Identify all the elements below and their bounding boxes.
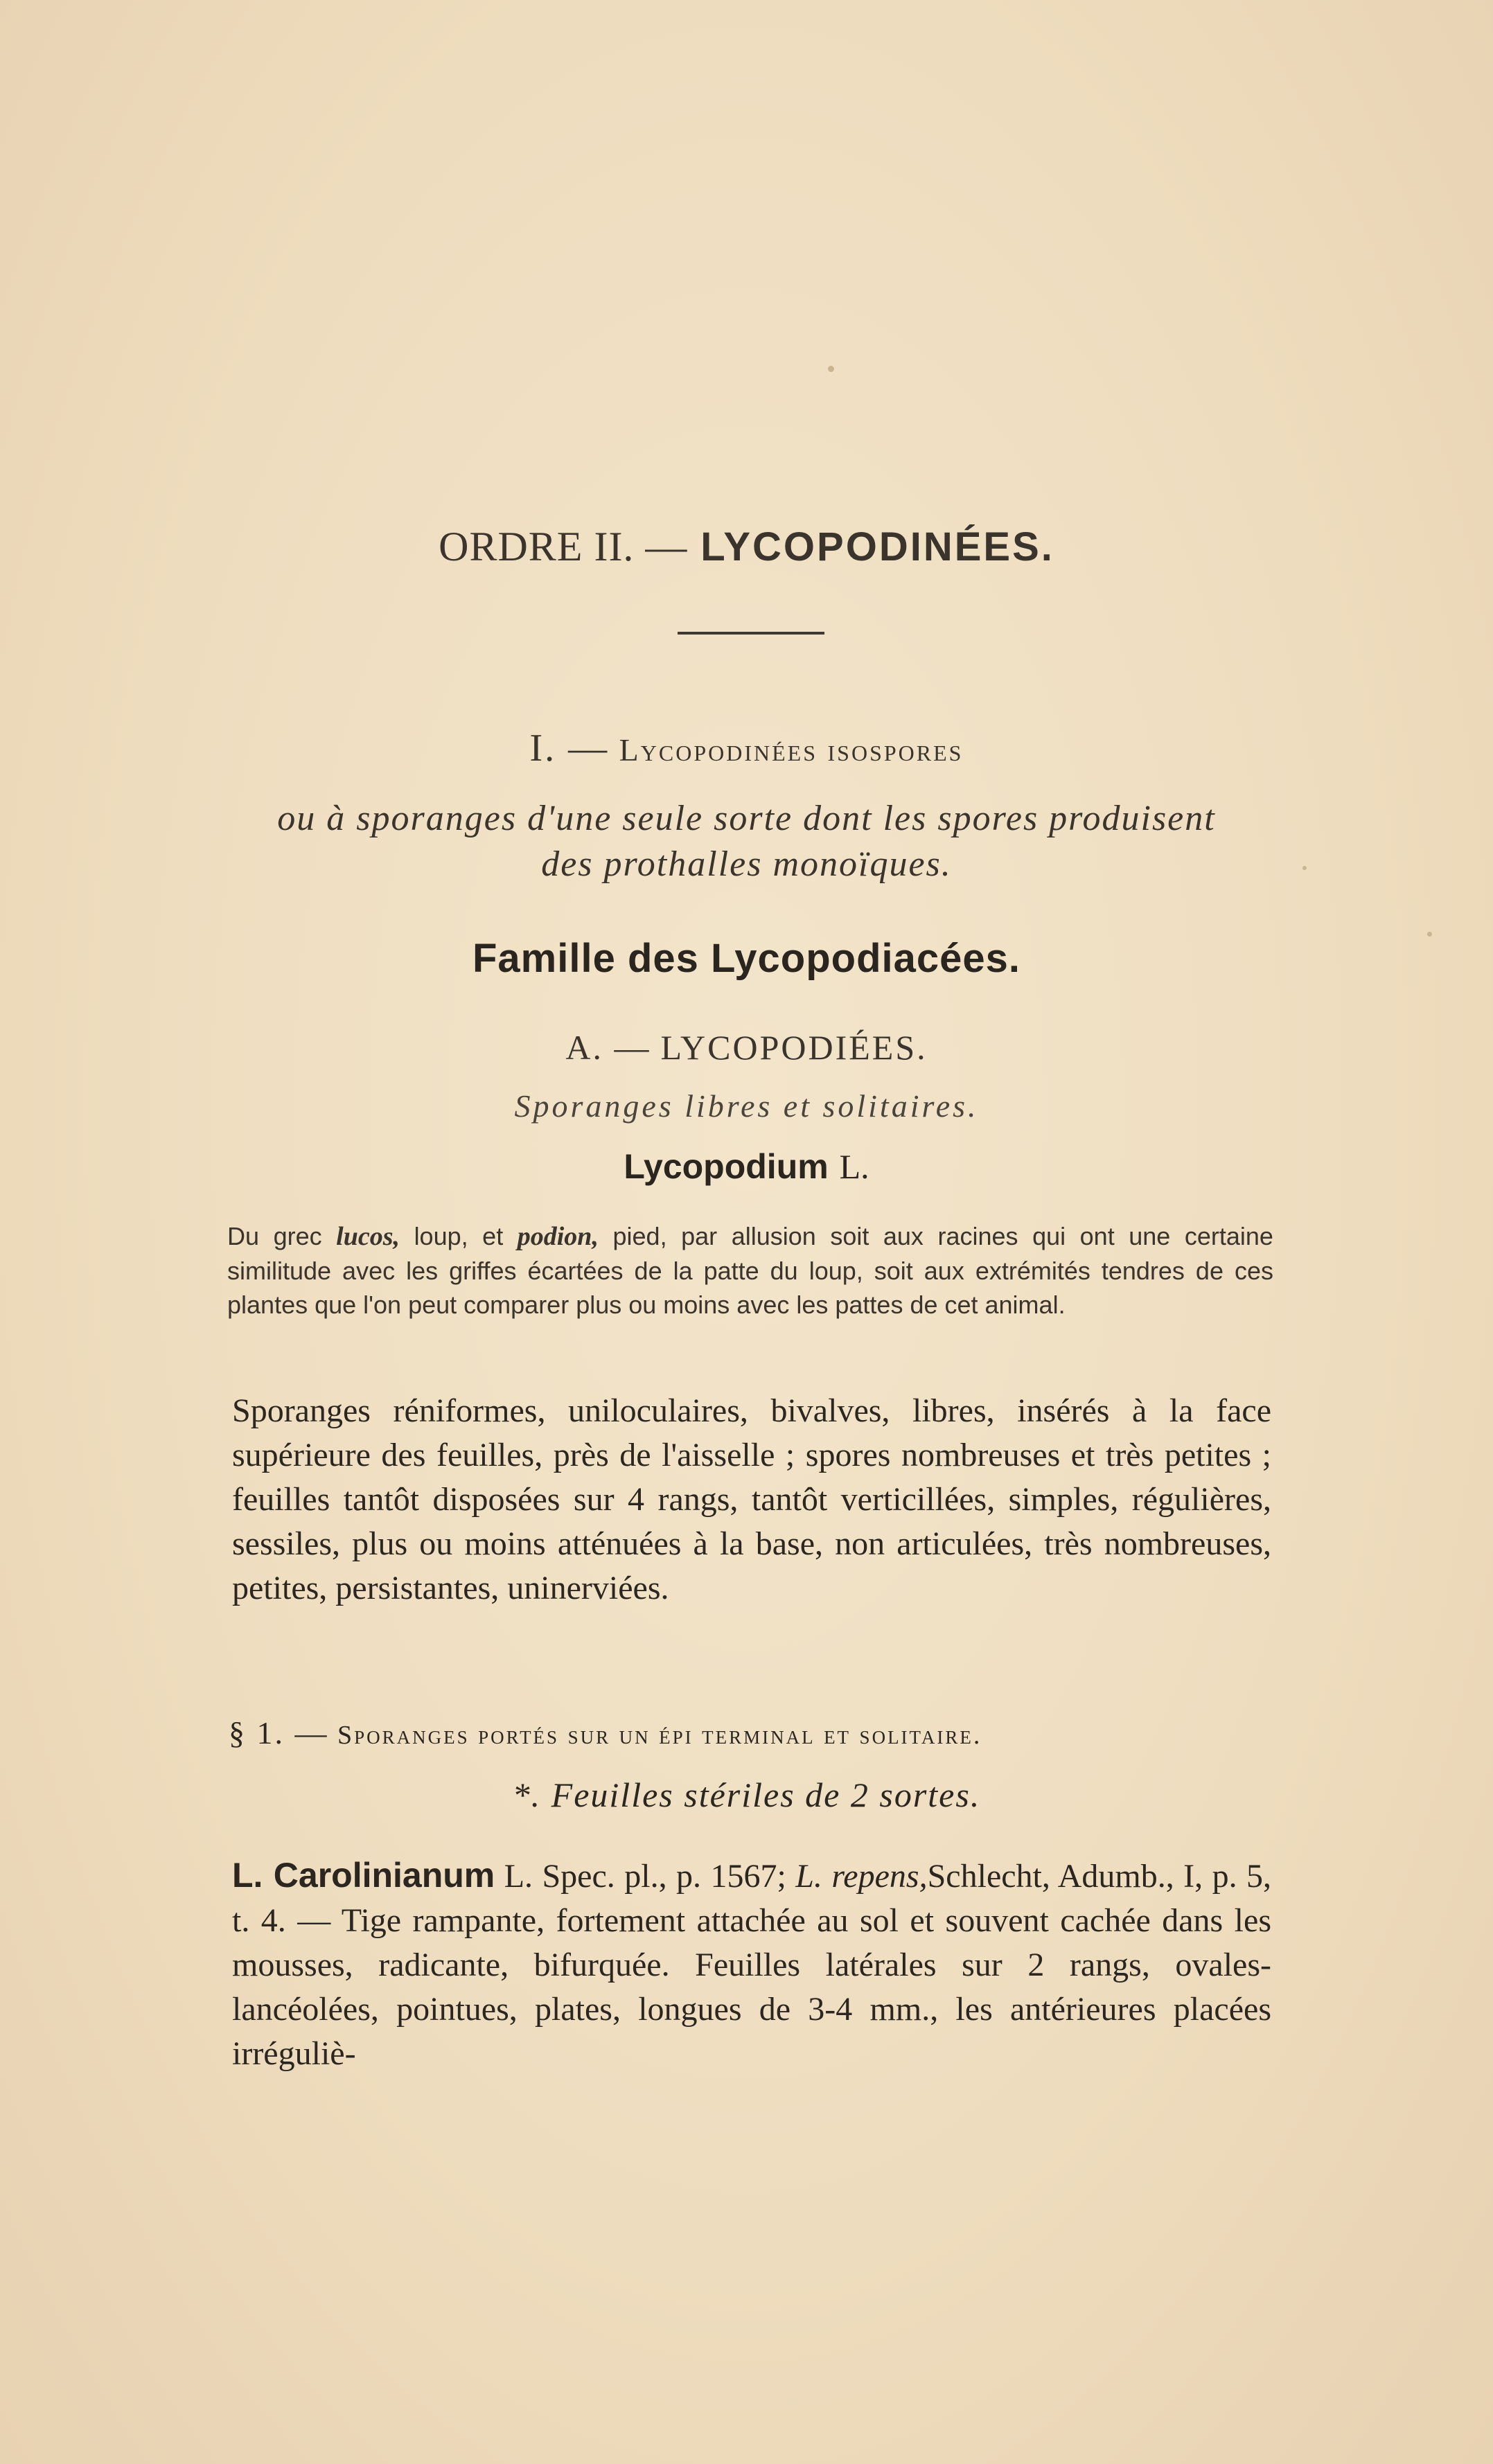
tribe-note: Sporanges libres et solitaires.	[514, 1088, 979, 1124]
section-subtitle-line-2: des prothalles monoïques.	[541, 844, 952, 884]
order-title: LYCOPODINÉES.	[700, 524, 1054, 569]
paragraph-title: Sporanges portés sur un épi terminal et solitaire.	[337, 1721, 982, 1750]
species-name: L. Carolinianum	[232, 1856, 495, 1895]
paper-speck	[828, 366, 834, 372]
section-number: I. —	[529, 727, 610, 770]
species-description: Schlecht, Adumb., I, p. 5, t. 4. — Tige rampante, fortement attachée au sol et souvent cachée dans les mousses, radicante, bifurquée. Feuilles latérales sur 2 rangs, ovales-lancéolées, pointues, plates, longues de 3-4 mm., les antérieures placées irréguliè-	[232, 1858, 1272, 2072]
order-heading	[0, 523, 1493, 571]
genus-heading	[0, 1146, 1493, 1187]
section-title: Lycopodinées isospores	[619, 732, 964, 768]
etymology-lead: Du grec	[227, 1222, 322, 1250]
genus-description: Sporanges réniformes, uniloculaires, bivalves, libres, insérés à la face supérieure des feuilles, près de l'aisselle ; spores nombreuses et très petites ; feuilles tantôt disposées sur 4 rangs, tantôt verticillées, simples, régulières, sessiles, plus ou moins atténuées à la base, non articulées, très nombreuses, petites, persistantes, uninerviées.	[232, 1392, 1271, 1606]
paragraph-number: § 1. —	[229, 1715, 329, 1750]
species-reference: L. Spec. pl., p. 1567;	[504, 1858, 786, 1895]
paragraph-heading	[229, 1714, 1275, 1751]
genus-author: L.	[839, 1147, 869, 1186]
section-subtitle-line-1: ou à sporanges d'une seule sorte dont les spores produisent	[277, 799, 1216, 838]
tribe-title: LYCOPODIÉES.	[660, 1028, 928, 1067]
etymology-word-podion: podion,	[517, 1222, 599, 1251]
family-heading: Famille des Lycopodiacées.	[472, 936, 1021, 981]
order-prefix: ORDRE II. —	[439, 524, 688, 569]
tribe-label: A. —	[565, 1028, 651, 1067]
etymology-note	[227, 1219, 1273, 1322]
genus-name: Lycopodium	[624, 1147, 829, 1186]
etymology-word-lucos: lucos,	[336, 1222, 400, 1251]
species-entry	[232, 1853, 1271, 2076]
heading-rule	[678, 632, 824, 635]
species-synonym: L. repens,	[795, 1858, 928, 1895]
section-heading	[0, 726, 1493, 770]
subgroup-heading: *. Feuilles stériles de 2 sortes.	[512, 1775, 981, 1814]
etymology-text-1: loup, et	[414, 1222, 504, 1250]
etymology-text-2: pied, par allusion soit aux racines qui ont une certaine similitude avec les griffes écartées de la patte du loup, soit aux extrémités tendres de ces plantes que l'on peut comparer plus ou moins avec les pattes de cet animal.	[227, 1222, 1273, 1319]
tribe-heading	[0, 1027, 1493, 1067]
